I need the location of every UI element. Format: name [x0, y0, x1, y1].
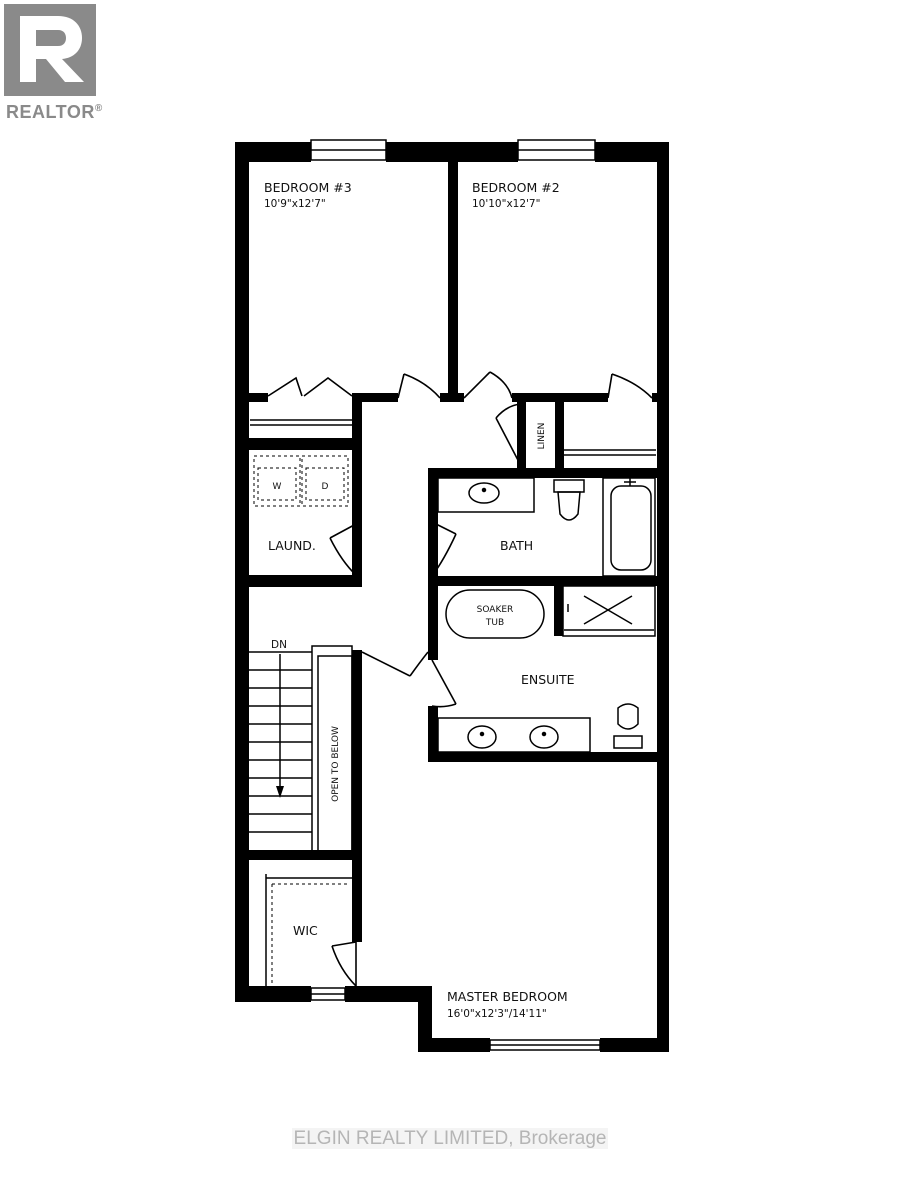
bedroom2-dims: 10'10"x12'7": [472, 198, 541, 210]
soaker-tub-label-2: TUB: [485, 618, 505, 628]
soaker-tub-label-1: SOAKER: [476, 605, 514, 615]
open-to-below-label: OPEN TO BELOW: [331, 726, 341, 802]
closet-shelves: [250, 420, 656, 986]
bath-fixtures: [438, 478, 655, 576]
bedroom2-label: BEDROOM #2: [472, 180, 560, 195]
master-bedroom-label: MASTER BEDROOM: [447, 989, 568, 1004]
laundry-appliances: [254, 456, 348, 506]
stairs-down-label: DN: [271, 639, 287, 651]
master-bedroom-dims: 16'0"x12'3"/14'11": [447, 1008, 547, 1020]
bath-label: BATH: [500, 538, 534, 553]
washer-label: W: [272, 482, 282, 492]
brokerage-watermark: ELGIN REALTY LIMITED, Brokerage: [293, 1128, 607, 1149]
ensuite-fixtures: [438, 586, 655, 752]
bedroom3-label: BEDROOM #3: [264, 180, 352, 195]
laundry-label: LAUND.: [268, 538, 316, 553]
dryer-label: D: [321, 482, 329, 492]
realtor-wordmark: REALTOR®: [6, 102, 103, 122]
staircase: [249, 652, 312, 832]
linen-label: LINEN: [537, 422, 547, 450]
doors: [268, 372, 652, 986]
wic-label: WIC: [293, 923, 318, 938]
bedroom3-dims: 10'9"x12'7": [264, 198, 326, 210]
ensuite-label: ENSUITE: [521, 672, 575, 687]
